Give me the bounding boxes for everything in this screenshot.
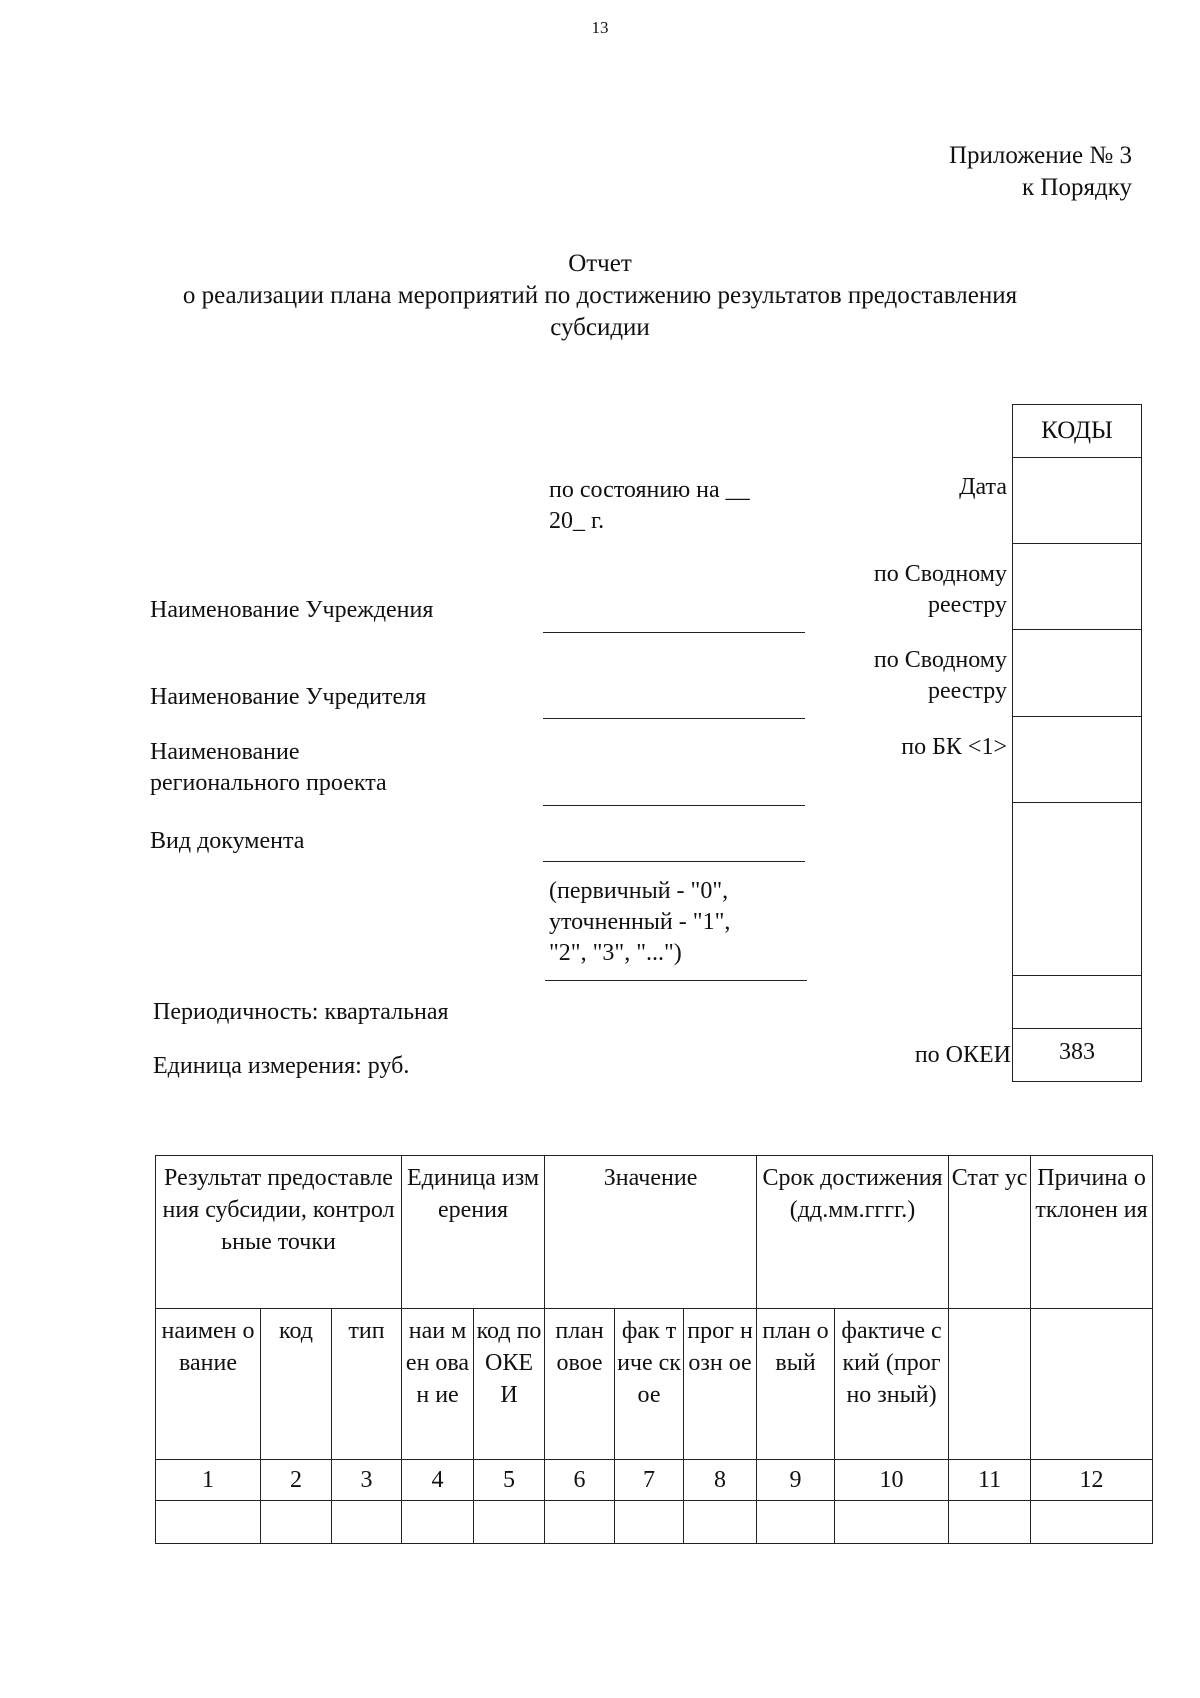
periodicity-label: Периодичность: квартальная bbox=[153, 999, 449, 1025]
institution-label: Наименование Учреждения bbox=[150, 597, 434, 623]
title-line-2: о реализации плана мероприятий по достижению результатов предоставления bbox=[182, 282, 1018, 309]
column-number: 8 bbox=[684, 1460, 757, 1501]
registry-code-label-2-line-2: реестру bbox=[927, 678, 1007, 704]
subheader-code: код bbox=[261, 1309, 332, 1460]
table-cell bbox=[402, 1501, 474, 1544]
doc-type-hint-line-2: уточненный - "1", bbox=[549, 909, 731, 935]
subheader-type: тип bbox=[332, 1309, 402, 1460]
header-status: Стат ус bbox=[949, 1156, 1031, 1309]
header-reason: Причина отклонен ия bbox=[1031, 1156, 1153, 1309]
header-result: Результат предоставления субсидии, контрольные точки bbox=[156, 1156, 402, 1309]
okei-value: 383 bbox=[1059, 1039, 1095, 1065]
subheader-actual-term: фактиче ский (прогно зный) bbox=[835, 1309, 949, 1460]
results-table bbox=[155, 1155, 1153, 1544]
header-unit: Единица измерения bbox=[402, 1156, 545, 1309]
column-number: 6 bbox=[545, 1460, 615, 1501]
codes-divider bbox=[1013, 716, 1141, 717]
header-term: Срок достижения (дд.мм.гггг.) bbox=[757, 1156, 949, 1309]
project-label-line-1: Наименование bbox=[150, 739, 300, 765]
table-cell bbox=[757, 1501, 835, 1544]
table-cell bbox=[332, 1501, 402, 1544]
codes-divider bbox=[1013, 975, 1141, 976]
subheader-actual-value: фак тиче ское bbox=[615, 1309, 684, 1460]
registry-code-label-2-line-1: по Сводному bbox=[873, 647, 1007, 673]
sub-header-row bbox=[156, 1309, 1153, 1460]
doc-type-hint-line-1: (первичный - "0", bbox=[549, 878, 729, 904]
column-number: 5 bbox=[474, 1460, 545, 1501]
registry-code-label-1-line-2: реестру bbox=[927, 592, 1007, 618]
subheader-planned-term: план овый bbox=[757, 1309, 835, 1460]
table-cell bbox=[474, 1501, 545, 1544]
institution-line bbox=[543, 632, 805, 633]
subheader-reason-empty bbox=[1031, 1309, 1153, 1460]
column-number: 10 bbox=[835, 1460, 949, 1501]
founder-line bbox=[543, 718, 805, 719]
column-number: 3 bbox=[332, 1460, 402, 1501]
group-header-row bbox=[156, 1156, 1153, 1309]
project-line bbox=[543, 805, 805, 806]
table-cell bbox=[545, 1501, 615, 1544]
codes-divider bbox=[1013, 1028, 1141, 1029]
table-cell bbox=[949, 1501, 1031, 1544]
appendix-line-1: Приложение № 3 bbox=[948, 142, 1132, 169]
project-label bbox=[150, 737, 387, 799]
founder-label: Наименование Учредителя bbox=[150, 684, 427, 710]
subheader-status-empty bbox=[949, 1309, 1031, 1460]
codes-header: КОДЫ bbox=[1041, 417, 1113, 444]
column-number-row bbox=[156, 1460, 1153, 1501]
bk-code-label: по БК <1> bbox=[901, 734, 1007, 760]
date-as-of bbox=[549, 475, 750, 537]
codes-box bbox=[1012, 404, 1142, 1082]
table-cell bbox=[156, 1501, 261, 1544]
title-line-3: субсидии bbox=[550, 314, 650, 341]
column-number: 2 bbox=[261, 1460, 332, 1501]
table-cell bbox=[615, 1501, 684, 1544]
table-cell bbox=[261, 1501, 332, 1544]
project-label-line-2: регионального проекта bbox=[150, 770, 387, 796]
codes-divider bbox=[1013, 802, 1141, 803]
date-code-label: Дата bbox=[959, 474, 1007, 500]
subheader-planned-value: план овое bbox=[545, 1309, 615, 1460]
subheader-name: наимен ование bbox=[156, 1309, 261, 1460]
doc-type-line bbox=[543, 861, 805, 862]
report-title bbox=[100, 248, 1100, 344]
subheader-unit-name: наи мен ован ие bbox=[402, 1309, 474, 1460]
appendix-note bbox=[949, 140, 1132, 204]
table-row bbox=[156, 1501, 1153, 1544]
doc-type-label: Вид документа bbox=[150, 828, 305, 854]
column-number: 7 bbox=[615, 1460, 684, 1501]
doc-type-hint-line-3: "2", "3", "...") bbox=[549, 940, 682, 966]
registry-code-label-1-line-1: по Сводному bbox=[873, 561, 1007, 587]
title-line-1: Отчет bbox=[568, 250, 632, 277]
column-number: 11 bbox=[949, 1460, 1031, 1501]
table-cell bbox=[835, 1501, 949, 1544]
table-cell bbox=[1031, 1501, 1153, 1544]
registry-code-label-2 bbox=[874, 645, 1007, 707]
column-number: 9 bbox=[757, 1460, 835, 1501]
subheader-forecast-value: прог нозн ое bbox=[684, 1309, 757, 1460]
codes-divider bbox=[1013, 629, 1141, 630]
header-value: Значение bbox=[545, 1156, 757, 1309]
date-as-of-line-1: по состоянию на __ bbox=[549, 477, 750, 503]
doc-type-hint bbox=[549, 876, 730, 969]
okei-code-label: по ОКЕИ bbox=[914, 1042, 1011, 1068]
page-number: 13 bbox=[591, 18, 609, 37]
doc-type-hint-line bbox=[545, 980, 807, 981]
unit-label: Единица измерения: руб. bbox=[153, 1053, 410, 1079]
column-number: 4 bbox=[402, 1460, 474, 1501]
table-cell bbox=[684, 1501, 757, 1544]
registry-code-label-1 bbox=[874, 559, 1007, 621]
codes-divider bbox=[1013, 457, 1141, 458]
column-number: 1 bbox=[156, 1460, 261, 1501]
subheader-unit-code: код по ОКЕ И bbox=[474, 1309, 545, 1460]
date-as-of-line-2: 20_ г. bbox=[549, 508, 605, 534]
column-number: 12 bbox=[1031, 1460, 1153, 1501]
appendix-line-2: к Порядку bbox=[1022, 174, 1132, 201]
codes-divider bbox=[1013, 543, 1141, 544]
